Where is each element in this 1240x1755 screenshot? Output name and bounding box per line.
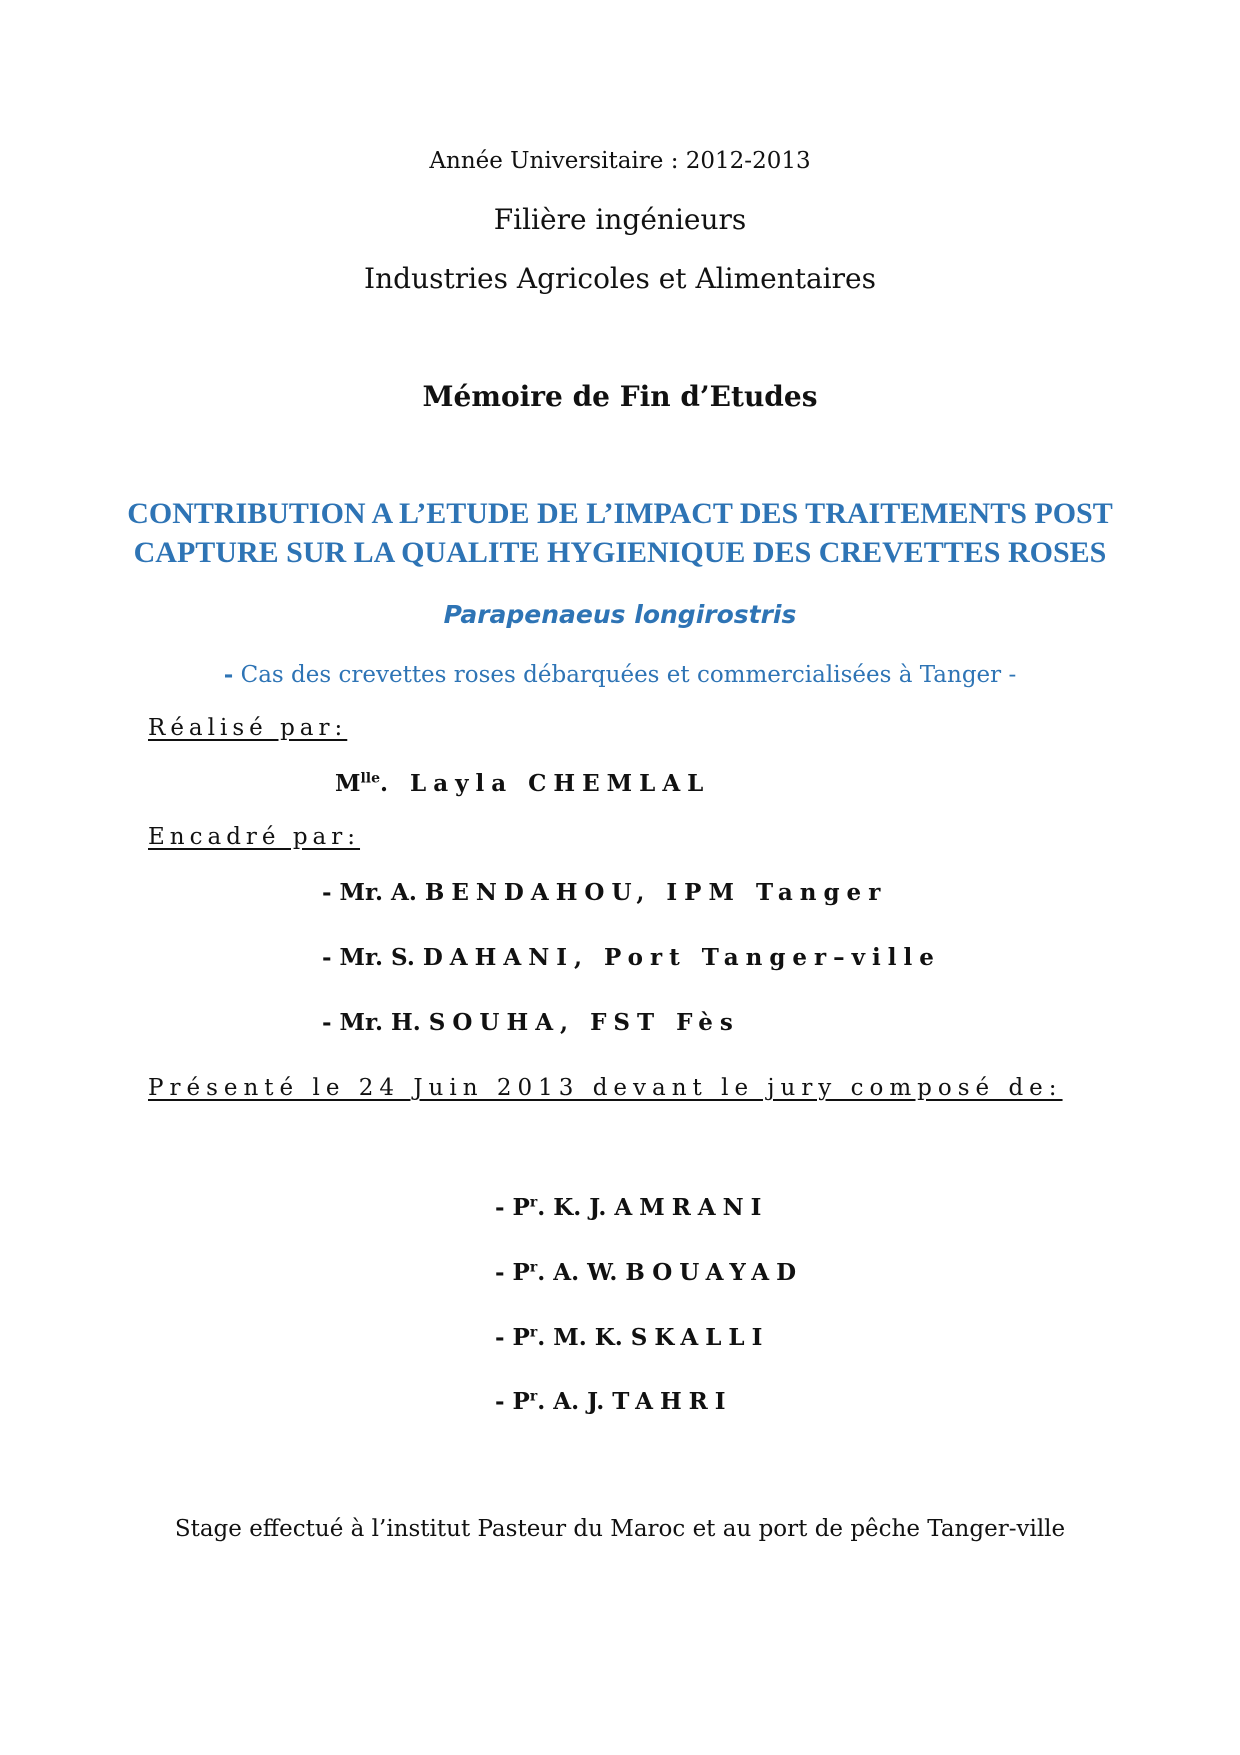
jury-name: AMRANI bbox=[614, 1194, 769, 1221]
jury-member bbox=[495, 1388, 733, 1415]
student-full-name: . Layla CHEMLAL bbox=[380, 770, 711, 797]
encadre-par-label: Encadré par: bbox=[148, 824, 361, 850]
supervisor-prefix: - Mr. H. bbox=[322, 1009, 429, 1036]
jury-initials: . A. J. bbox=[537, 1388, 613, 1415]
supervisor-item bbox=[322, 879, 887, 906]
jury-prefix: - P bbox=[495, 1194, 530, 1221]
jury-initials: . K. J. bbox=[537, 1194, 615, 1221]
presentation-date-label: Présenté le 24 Juin 2013 devant le jury composé de: bbox=[148, 1075, 1063, 1101]
jury-prefix-sup: r bbox=[529, 1259, 538, 1276]
thesis-subtitle bbox=[0, 661, 1240, 688]
supervisor-prefix: - Mr. S. bbox=[322, 944, 423, 971]
jury-member bbox=[495, 1259, 803, 1286]
student-title-sup: lle bbox=[360, 770, 381, 787]
document-type-heading: Mémoire de Fin d’Etudes bbox=[422, 380, 818, 413]
jury-name: SKALLI bbox=[630, 1324, 770, 1351]
student-name bbox=[335, 770, 710, 797]
jury-prefix: - P bbox=[495, 1259, 530, 1286]
subtitle-dash-right: - bbox=[1008, 662, 1017, 688]
jury-member bbox=[495, 1194, 768, 1221]
jury-name: BOUAYAD bbox=[625, 1259, 804, 1286]
supervisor-name: DAHANI, Port Tanger–ville bbox=[422, 944, 941, 971]
internship-location: Stage effectué à l’institut Pasteur du Maroc et au port de pêche Tanger-ville bbox=[174, 1516, 1066, 1542]
jury-prefix: - P bbox=[495, 1388, 530, 1415]
thesis-title-line-2: CAPTURE SUR LA QUALITE HYGIENIQUE DES CREVETTES ROSES bbox=[133, 536, 1107, 569]
thesis-title-line-1: CONTRIBUTION A L’ETUDE DE L’IMPACT DES TRAITEMENTS POST bbox=[127, 497, 1113, 530]
supervisor-name: BENDAHOU, IPM Tanger bbox=[424, 879, 888, 906]
supervisor-item bbox=[322, 944, 941, 971]
supervisor-item bbox=[322, 1009, 740, 1036]
jury-name: TAHRI bbox=[612, 1388, 733, 1415]
supervisor-name: SOUHA, FST Fès bbox=[428, 1009, 740, 1036]
jury-initials: . A. W. bbox=[537, 1259, 626, 1286]
jury-prefix-sup: r bbox=[529, 1194, 538, 1211]
program-name: Filière ingénieurs bbox=[493, 203, 747, 236]
realise-par-label: Réalisé par: bbox=[148, 715, 348, 741]
jury-prefix: - P bbox=[495, 1324, 530, 1351]
species-name: Parapenaeus longirostris bbox=[443, 600, 797, 629]
jury-prefix-sup: r bbox=[529, 1324, 538, 1341]
department-name: Industries Agricoles et Alimentaires bbox=[364, 262, 876, 295]
student-title: M bbox=[335, 770, 361, 797]
jury-member bbox=[495, 1324, 769, 1351]
supervisor-prefix: - Mr. A. bbox=[322, 879, 425, 906]
academic-year: Année Universitaire : 2012-2013 bbox=[429, 148, 811, 174]
subtitle-text: Cas des crevettes roses débarquées et commercialisées à Tanger bbox=[233, 662, 1009, 688]
jury-initials: . M. K. bbox=[537, 1324, 631, 1351]
subtitle-dash-left: - bbox=[223, 661, 234, 688]
jury-prefix-sup: r bbox=[529, 1388, 538, 1405]
